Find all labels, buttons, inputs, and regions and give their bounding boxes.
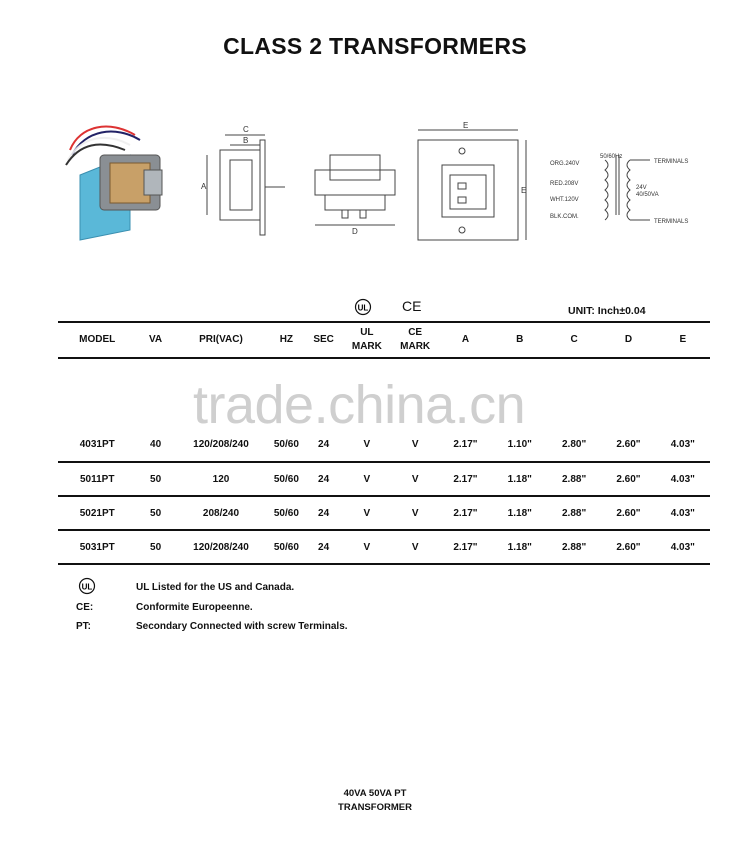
cell-b: 1.18" bbox=[507, 507, 532, 519]
dim-b-label: B bbox=[243, 136, 249, 145]
unit-label: UNIT: Inch±0.04 bbox=[568, 305, 646, 317]
legend-text: Conformite Europeenne. bbox=[136, 601, 253, 613]
col-d: D bbox=[624, 334, 633, 345]
cell-pri: 120 bbox=[212, 473, 230, 485]
col-c: C bbox=[570, 334, 578, 345]
cell-d: 2.60" bbox=[616, 507, 641, 519]
cell-a: 2.17" bbox=[453, 541, 478, 553]
cell-d: 2.60" bbox=[616, 473, 641, 485]
spec-table bbox=[58, 321, 710, 565]
table-row bbox=[58, 530, 710, 564]
transformer-photo bbox=[66, 127, 162, 240]
secondary-24v: 24V bbox=[636, 185, 647, 191]
table-row bbox=[58, 496, 710, 530]
table-header-row bbox=[58, 322, 710, 358]
legend-row-ul bbox=[76, 578, 348, 598]
cell-ul: V bbox=[363, 507, 371, 519]
cell-d: 2.60" bbox=[616, 439, 641, 450]
wiring-freq: 50/60Hz bbox=[600, 154, 623, 160]
cell-ce: V bbox=[411, 507, 419, 519]
ul-mark-icon bbox=[76, 577, 136, 598]
ce-mark-logo: CE bbox=[402, 298, 422, 314]
legend-key: CE: bbox=[76, 601, 94, 613]
table-row bbox=[58, 428, 710, 462]
table-spacer bbox=[58, 358, 710, 428]
cell-pri: 120/208/240 bbox=[193, 541, 249, 553]
page-title: CLASS 2 TRANSFORMERS bbox=[223, 33, 527, 59]
cell-va: 40 bbox=[150, 439, 162, 450]
col-sec: SEC bbox=[313, 334, 334, 345]
legend-row-ce bbox=[76, 598, 348, 618]
product-figures bbox=[60, 115, 720, 255]
cell-d: 2.60" bbox=[616, 541, 641, 553]
legend-text: Secondary Connected with screw Terminals. bbox=[136, 621, 348, 633]
cell-sec: 24 bbox=[318, 473, 330, 485]
cell-ul: V bbox=[363, 541, 371, 553]
watermark: trade.china.cn bbox=[193, 375, 526, 435]
ul-mark-logo bbox=[352, 298, 376, 319]
figures-svg bbox=[60, 115, 720, 255]
cell-ul: V bbox=[363, 473, 371, 485]
cell-a: 2.17" bbox=[453, 473, 478, 485]
dim-c-label: C bbox=[243, 125, 249, 134]
cell-e: 4.03" bbox=[670, 541, 695, 553]
cell-sec: 24 bbox=[318, 439, 330, 450]
col-ce-mark: CE MARK bbox=[400, 327, 431, 352]
cell-hz: 50/60 bbox=[273, 473, 299, 485]
col-model: MODEL bbox=[79, 334, 116, 345]
cell-e: 4.03" bbox=[670, 439, 695, 450]
cell-sec: 24 bbox=[318, 541, 330, 553]
cell-ce: V bbox=[411, 439, 419, 450]
terminals-top: TERMINALS bbox=[654, 159, 689, 165]
dim-a-label: A bbox=[201, 182, 207, 191]
cell-a: 2.17" bbox=[453, 439, 478, 450]
legend-row-pt bbox=[76, 617, 348, 637]
cell-va: 50 bbox=[150, 473, 162, 485]
table-row bbox=[58, 462, 710, 496]
col-va: VA bbox=[149, 334, 163, 345]
col-hz: HZ bbox=[279, 334, 294, 345]
cell-va: 50 bbox=[150, 507, 162, 519]
cell-b: 1.18" bbox=[507, 473, 532, 485]
cell-va: 50 bbox=[150, 541, 162, 553]
cell-pri: 120/208/240 bbox=[193, 439, 249, 450]
footer-line-2: TRANSFORMER bbox=[338, 802, 412, 813]
col-ul-mark: UL MARK bbox=[351, 327, 382, 352]
cell-hz: 50/60 bbox=[273, 439, 299, 450]
col-pri: PRI(VAC) bbox=[199, 334, 243, 345]
cell-c: 2.88" bbox=[562, 541, 587, 553]
cell-b: 1.10" bbox=[507, 439, 532, 450]
col-a: A bbox=[461, 334, 470, 345]
cell-hz: 50/60 bbox=[273, 541, 299, 553]
cell-c: 2.88" bbox=[562, 507, 587, 519]
cell-c: 2.80" bbox=[562, 439, 587, 450]
col-b: B bbox=[516, 334, 524, 345]
terminals-bottom: TERMINALS bbox=[654, 219, 689, 225]
legend-text: UL Listed for the US and Canada. bbox=[136, 582, 295, 594]
legend bbox=[76, 578, 348, 637]
footer-line-1: 40VA 50VA PT bbox=[343, 788, 407, 799]
front-view-drawing bbox=[315, 155, 395, 225]
cell-model: 4031PT bbox=[79, 439, 115, 450]
wire-blk: BLK.COM. bbox=[550, 214, 579, 220]
box-view-drawing bbox=[418, 130, 526, 240]
cell-ul: V bbox=[363, 439, 371, 450]
cell-pri: 208/240 bbox=[202, 507, 240, 519]
wire-wht: WHT.120V bbox=[550, 197, 579, 203]
cell-model: 5011PT bbox=[79, 473, 115, 485]
footer-caption bbox=[0, 787, 750, 815]
wire-red: RED.208V bbox=[550, 181, 579, 187]
cell-hz: 50/60 bbox=[273, 507, 299, 519]
cell-model: 5031PT bbox=[79, 541, 115, 553]
cell-sec: 24 bbox=[318, 507, 330, 519]
dim-d-label: D bbox=[352, 227, 358, 236]
secondary-va: 40/50VA bbox=[636, 192, 659, 198]
svg-text:UL: UL bbox=[81, 582, 93, 592]
cell-model: 5021PT bbox=[79, 507, 115, 519]
cell-a: 2.17" bbox=[453, 507, 478, 519]
cell-e: 4.03" bbox=[670, 507, 695, 519]
dim-e-label-top: E bbox=[463, 121, 469, 130]
svg-text:UL: UL bbox=[357, 303, 369, 313]
dim-e-label-side: E bbox=[521, 186, 527, 195]
wire-org: ORG.240V bbox=[550, 161, 580, 167]
cell-e: 4.03" bbox=[670, 473, 695, 485]
cell-c: 2.88" bbox=[562, 473, 587, 485]
cell-ce: V bbox=[411, 541, 419, 553]
cell-b: 1.18" bbox=[507, 541, 532, 553]
side-view-drawing bbox=[207, 135, 285, 235]
cell-ce: V bbox=[411, 473, 419, 485]
col-e: E bbox=[679, 334, 687, 345]
legend-key: PT: bbox=[76, 621, 91, 633]
